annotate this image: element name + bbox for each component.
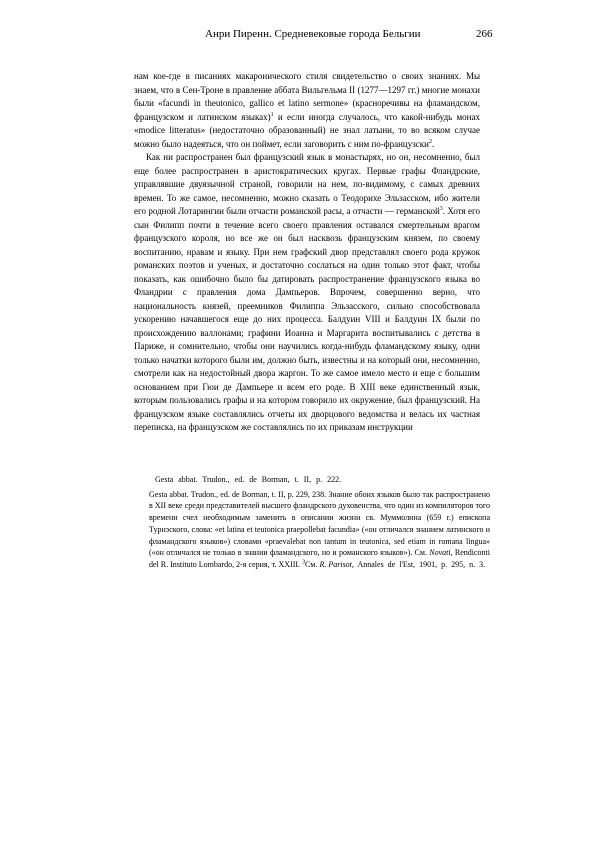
footnote-ref-2: 2 [428,138,432,145]
paragraph-2-text-b: . Хотя его сын Филипп почти в течение всего своего правления оставался смертельным врагом французского короля, но все же он был насквозь французским князем, по своему воспитанию, нравам и языку. При нем графский двор представлял своего рода кружок романских поэтов и ученых, и достаточно сослаться на один только этот факт, чтобы показать, как ошибочно было бы датировать распространение французского языка во Фландрии с правления дома Дампьеров. Впрочем, совершенно верно, что национальность князей, преемников Филиппа Эльзасского, сильно способствовала ускорению начавшегося еще до них процесса. Балдуин VIII и Балдуин IX были по происхождению валлонами; графини Иоанна и Маргарита воспитывались с детства в Париже, и сомнительно, чтобы они научились когда-нибудь фламандскому языку, одни только начатки которого были им, должно быть, известны и на который они, несомненно, смотрели как на недостойный двора жаргон. То же самое имело место и еще с большим основанием при Гюи де Дампьере и всем его роде. В XIII веке единственный язык, которым пользовались графы и на котором говорило их окружение, был французский. На французском языке составлялись отчеты их дворцового ведомства и велась их частная переписка, на французском же составлялись по их приказам инструкции [134,206,480,432]
footnote-2-author-1: Novati, [429,548,453,558]
footnote-2-text-a: Gesta abbat. Trudon., ed. de Borman, t. II, p. 229, 238. Знание обоих языков было так распространено в XII веке среди представителей высшего фландрского духовенства, что один из компиляторов того времени счел необходимым заменить в описании жизни св. Муммолина (659 г.) епископа Турнэского, слова: «et latina et teutonica praepollebat facundia» («он отличался знанием латинского и фламандского языков») словами «praevalebat non tantum in teutonica, sed etiam in romana lingua» («он отличался не только в знании фламандского, но и романского языков»). См. [149,489,490,558]
paragraph-2 [134,151,480,435]
paragraph-1-text-c: . [431,138,435,149]
footnote-3-marker: 3 [302,559,306,566]
footnote-2 [149,489,490,571]
footnotes [149,474,490,571]
footnote-2-text-b: Rendiconti del R. Instituto Lombardo, 2-я серия, т. XXIII. [149,548,491,569]
paragraph-2-text-a: Как ни распространен был французский язык в монастырях, но он, несомненно, был еще более распространен в аристократических кругах. Первые графы Фландрские, управлявшие двуязычной страной, говорили на нем, по-видимому, с самых древних времен. То же самое, несомненно, можно сказать о Теодорихе Эльзасском, ибо жители его родной Лотарингии были отчасти романской расы, а отчасти — германской [134,152,480,216]
page-number: 266 [476,28,493,40]
running-title: Анри Пиренн. Средневековые города Бельгии [205,28,421,40]
footnote-ref-1: 1 [270,111,274,118]
paragraph-1-text-b: и если иногда случалось, что какой-нибудь монах «modice litteratus» (недостаточно образованный) не знал латыни, то во всяком случае можно было надеяться, что он поймет, если заговорить с ним по-французски [134,111,480,149]
paragraph-1-text-a: нам кое-где в писаниях макаронического стиля свидетельство о своих знаниях. Мы знаем, что в Сен-Троне в правление аббата Вильгельма II (1277—1297 гг.) многие монахи были «facundi in theutonico, gallico et latino sermone» (красноречивы на фламандском, французском и латинском языках) [134,71,480,122]
footnote-3-text-a: См. [305,559,320,569]
paragraph-1 [134,70,480,151]
main-text [134,70,480,435]
footnote-ref-3: 3 [439,206,443,212]
footnote-1: Gesta abbat. Trudon., ed. de Borman, t. II, p. 222. [155,475,342,484]
footnote-3-author: R. Parisot, [319,559,354,569]
footnote-3-text-b: Annales de l'Est, 1901, p. 295, n. 3. [353,559,486,569]
running-header [0,28,600,48]
